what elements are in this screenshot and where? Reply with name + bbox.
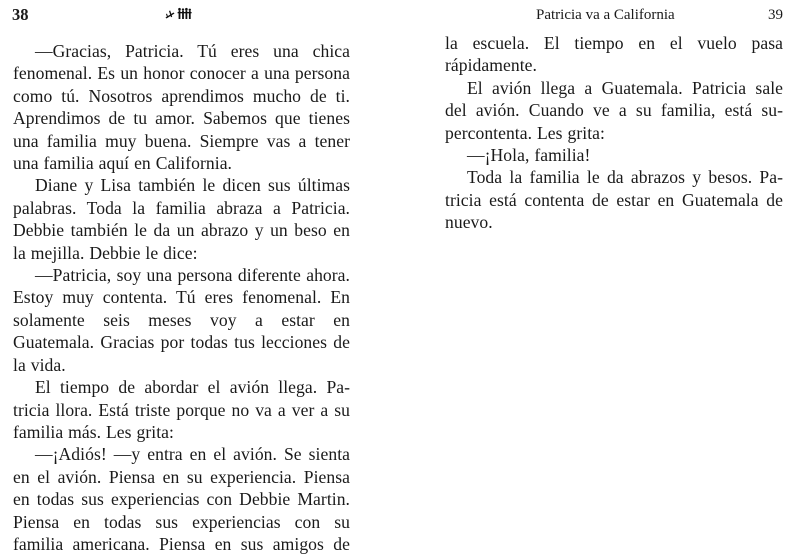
right-page-body (445, 32, 783, 234)
page-number-right: 39 (768, 7, 783, 23)
paragraph: Toda la familia le da abrazos y besos. Patricia está contenta de estar en Guatemala de nuevo. (445, 167, 783, 233)
left-page-body (13, 40, 350, 555)
paragraph: —¡Adiós! —y entra en el avión. Se sienta en el avión. Piensa en su experiencia. Piensa en todas sus experiencias con Debbie Martin. Piensa en todas sus experiencias con su familia americana. Piensa en sus amigos de (13, 444, 350, 554)
left-page (0, 0, 400, 554)
chapter-ornament (164, 7, 196, 21)
paragraph: la escuela. El tiempo en el vuelo pasa rápidamente. (445, 33, 783, 76)
family-group-icon (178, 8, 192, 19)
paragraph: Diane y Lisa también le dicen sus últimas palabras. Toda la familia abraza a Patricia. Debbie también le da un abrazo y un beso en la mejilla. Debbie le dice: (13, 175, 350, 263)
paragraph: El tiempo de abordar el avión llega. Patricia llora. Está triste porque no va a ver a su familia más. Les grita: (13, 377, 350, 442)
running-head-title: Patricia va a California (536, 7, 675, 23)
paragraph: El avión llega a Guatemala. Patricia sale del avión. Cuando ve a su familia, está supercontenta. Les grita: (445, 77, 783, 143)
airplane-icon (166, 11, 175, 19)
right-page (400, 0, 800, 544)
paragraph: —Patricia, soy una persona diferente ahora. Estoy muy contenta. Tú eres fenomenal. En solamente seis meses voy a estar en Guatemala. Gracias por todas tus lecciones de la vida. (13, 265, 350, 375)
paragraph: —Gracias, Patricia. Tú eres una chica fenomenal. Es un honor conocer a una persona como tú. Nosotros aprendimos mucho de ti. Aprendimos de tu amor. Sabemos que tienes una familia muy buena. Siempre vas a tener una familia aquí en California. (13, 41, 350, 174)
paragraph: —¡Hola, familia! (467, 145, 591, 166)
page-number-left: 38 (12, 5, 29, 24)
